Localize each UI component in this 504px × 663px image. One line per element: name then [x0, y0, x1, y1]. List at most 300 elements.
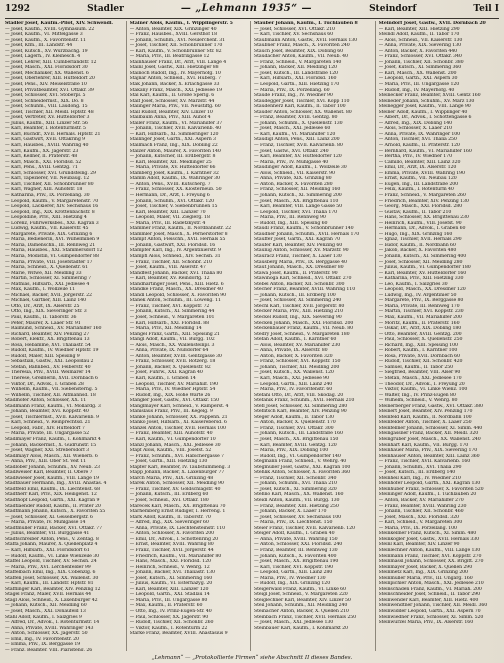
- directory-entry: Stallbaum Anna, Priv., XIII. Auhof 4: [129, 115, 211, 121]
- directory-entry: — Ludwig, Kaufm., VII. Kaiserstr. 45: [5, 226, 89, 232]
- directory-entry: — Franz, Beamter, XVIII. Währing 230: [378, 503, 467, 509]
- directory-entry: — Julius, Kaufm., VI. Gumpendorfer 180: [378, 265, 471, 271]
- directory-entry: — Johann, Bäckermst., X. Gudrunstr. 15: [5, 442, 97, 448]
- right-running-head: Steindorf: [369, 4, 417, 14]
- directory-entry: — Julius, Beamter, VII. Burggasse 41: [5, 531, 90, 537]
- directory-entry: — Leopoldine, Priv., XIII. Hietzing 4: [5, 215, 87, 221]
- directory-entry: Stagel Franz, Maler, XVII. Hernals 44: [5, 592, 91, 598]
- directory-entry: Stampfer Karl, Ing., IV. Argentinierstr. 9: [129, 248, 221, 254]
- directory-entry: — Ludwig, Ing., IV. Argentinier 50: [378, 292, 457, 298]
- directory-entry: — Leopold, Tischler, XV. Mariahilf. 190: [129, 381, 218, 387]
- left-running-head: Stadler: [87, 4, 124, 14]
- directory-entry: — Josef, Schlosser, XVI. Stöberpl. 5: [5, 93, 86, 99]
- directory-entry: — Leopold, Gärtn., XIII. Lainz 280: [254, 570, 333, 576]
- directory-entry: Stanglmayer Karl, Schneid., V. Ramperst. 4: [129, 403, 229, 409]
- directory-entry: — Max, Kaufm., VII. Mariahilfer 200: [378, 314, 462, 320]
- directory-entry: — Josef, Masch., XXI. Donaufeld 13: [5, 608, 86, 614]
- directory-entry: — Maria, Priv., IV. Wiedner 130: [254, 575, 326, 581]
- directory-entry: — Karl, Tischler, XVI. Koppstr. 190: [254, 564, 334, 570]
- directory-entry: — Karl, Beamter, VIII. Lange Gasse 50: [254, 204, 343, 210]
- directory-entry: Stapf Alois, Kaufm., VIII. Josefst. 52: [129, 448, 212, 454]
- directory-entry: Staudner Johann, Schuhm., XVII. Hernals 170: [254, 231, 360, 237]
- directory-entry: — Josef, Privatbeamter, XVI. Ottakr. 39: [5, 87, 94, 93]
- directory-entry: — Rosa, Hebamme, XVI. Thaliastr. 54: [5, 342, 91, 348]
- directory-entry: — Rudolf, Maler, XIII. Speising 9: [5, 353, 80, 359]
- directory-entry: Steinwidder Leopold, Gärtn., XXI. Aspern 70: [378, 608, 481, 614]
- directory-entry: — Isidor, Kaufm., II. Nordbahn 60: [378, 242, 456, 248]
- directory-entry: — Anton, Schlosser, XX. Jägerstr. 50: [5, 631, 88, 637]
- directory-entry: Stark Adolf, Kaufm., II. Taborstr. 70: [129, 514, 211, 520]
- directory-entry: — Maria, Damenschn., III. Rennweg 21: [5, 242, 96, 248]
- directory-entry: — Leopold, Ing., XIX. Krottenbachstr. 8: [5, 209, 95, 215]
- directory-entry: Stehlik Anton, Schlosser, X. Favoriten 360: [254, 470, 350, 476]
- directory-entry: — Johann, Bäcker, X. Laaer 170: [254, 509, 327, 515]
- directory-entry: Staffel Leopold, Tischler, XV. Sechsh. 24: [5, 559, 97, 565]
- column-1: [5, 21, 127, 651]
- directory-entry: Stalinger Maria, Priv., VII. Neustiftg. 60: [129, 104, 221, 110]
- directory-entry: — Viktor, Kaufm., I. Rotenturm 22: [129, 625, 208, 631]
- directory-entry: Stawa Josef, Kaufm., II. Praterstr. 90: [254, 270, 338, 276]
- directory-entry: — Josef, Tischler, V. Siebenbrunnen 15: [129, 204, 218, 210]
- directory-entry: — Franz, Schlosser, XVII. Rötzerg. 18: [129, 359, 216, 365]
- directory-entry: Standl Leopold, Schlosser, X. Favoriten 90: [129, 292, 227, 298]
- directory-entry: — Maria, Priv., IX. Porzellang. 100: [378, 525, 457, 531]
- directory-entry: — Maria, Schneid., X. Quellenstr. 61: [5, 265, 89, 271]
- directory-entry: Steidl Anton, Kaufm., VII. Burgg. 130: [254, 498, 340, 504]
- directory-entry: — Josef, Schlosser, XI. Geiselbergstr. 6: [5, 514, 93, 520]
- directory-entry: — Leopold, Maler, VII. Zieglerg. 18: [129, 215, 210, 221]
- directory-entry: Stahl Adolf, Kaufm., I. Salzgries 9: [5, 614, 82, 620]
- directory-entry: — Karl, Kellner, II. Praterstr. 48: [5, 154, 78, 160]
- directory-entry: — Josef, Kutsch., III. Erdberg 140: [378, 470, 456, 476]
- directory-entry: — Anton, Beamter, XVIII. Gentzgasse 30: [129, 353, 222, 359]
- directory-entry: — Franz, Tischler, XII. Schönbr. 340: [254, 475, 337, 481]
- directory-entry: Steinerberger Franz, Gastw., XVI. Ottakr. 380: [378, 403, 483, 409]
- directory-entry: Stampfl Alois, Schneid., XIV. Sechsh. 31: [129, 253, 221, 259]
- directory-entry: — Johann, Schuhm., X. Quellenstr. 130: [254, 120, 343, 126]
- directory-entry: — Josef, Tischlermst., XVII. Kalvarienb. 9: [5, 414, 99, 420]
- directory-entry: Steinheil Karl, Ing., IV. Wiedner 210: [378, 475, 461, 481]
- section-label: Teil I: [473, 4, 499, 14]
- directory-entry: — Karl, Beamter, XV. Reindorfg. 12: [129, 276, 210, 282]
- directory-entry: — Otto, Ing., XIX. Sieveringer Str. 3: [5, 309, 87, 315]
- directory-entry: — Max, Kaufm., I. Wollzeile 11: [5, 287, 75, 293]
- directory-entry: Steinhauser Anton, Beamter, XIII. Lainz 360: [378, 453, 480, 459]
- directory-entry: — Johann, Tischler, XII. Schönbr. 460: [378, 509, 464, 515]
- directory-entry: — Alois, Schlosser, X. Laaer 210: [378, 126, 453, 132]
- directory-entry: — Josef, Kaufm., X. Favoritenstr. 11: [5, 37, 86, 43]
- directory-entry: — Anna, Private, XVIII. Währing 150: [254, 536, 338, 542]
- directory-entry: — Franz, Schlosser, XVI. Ottakr. 340: [378, 54, 462, 60]
- directory-entry: — Maria, Priv., III. Ungargasse 120: [378, 82, 460, 88]
- directory-entry: Staněk Anton, Schuhm., III. Löweng. 11: [129, 298, 221, 304]
- directory-entry: — Karl, Gastwirt, XVII. Ottakring 9: [5, 137, 86, 143]
- directory-entry: — Alois, Schneid., VII. Kaiserstr. 90: [254, 170, 335, 176]
- directory-entry: — Rudolf, Ing., XIX. Hohe Warte 26: [129, 392, 211, 398]
- directory-entry: Staubmann Anton, Gastw., XVII. Hernals 130: [254, 37, 358, 43]
- directory-entry: — Karl, Hilfsarb., XXI. Floridsd. 88: [129, 320, 209, 326]
- directory-entry: — Josef, Tischler, XII. Schönbrunner 170: [129, 43, 223, 49]
- directory-entry: — Heinrich, Kaufm., VIII. Josefst. 90: [378, 220, 462, 226]
- directory-entry: Steigl Josef, Schneid., V. Margareten 220: [254, 592, 348, 598]
- directory-entry: Steinhart Karl, Kaufm., VII. Burgg. 170: [378, 442, 469, 448]
- directory-entry: — Johann, Tischler, XII. Schönbr. 380: [378, 59, 464, 65]
- directory-entry: — Franz, Tischler, XVI. Ottakr. 300: [254, 425, 334, 431]
- directory-entry: — Hugo, Ing., XIX. Grinzing 160: [378, 231, 453, 237]
- directory-entry: — Raimund, Schneid., XV. Mariahilfer 160: [5, 326, 102, 332]
- page-number: 1292: [5, 4, 31, 14]
- directory-entry: — Josef, Lehrer, XIII. Cumberlandstr. 12: [5, 59, 97, 65]
- directory-entry: Steingassner Franz, Bäcker, XII. Meidl. 320: [378, 431, 479, 437]
- directory-entry: — Karl, Beamter, XIII. Lainzer 120: [129, 586, 209, 592]
- directory-entry: — Katharina, Priv., IX. Porzellang. 30: [5, 192, 90, 198]
- directory-entry: — Johann, Schuhm., XVI. Thalia 290: [378, 464, 462, 470]
- directory-entry: — Josef, Masch., XXI. Jedlesee 130: [254, 620, 334, 626]
- directory-entry: — Anton, Tischler, XVI. Thalia 250: [378, 137, 457, 143]
- directory-entry: Stainoch Rudolf, Ing., IV. Mayerhofg. 10: [129, 70, 221, 76]
- directory-entry: — Franz, Schneid., V. Margareten 140: [254, 59, 342, 65]
- directory-entry: Standke Franz, Masch., XX. Dresdner 40: [129, 287, 223, 293]
- directory-entry: Steinmetz Karl, Ing., XIX. Grinzing 200: [378, 570, 468, 576]
- directory-entry: Staffen Josef, Schlosser, XX. Wallenst. 30: [5, 575, 99, 581]
- directory-entry: Staufer Karl, Beamter, XIV. Penzing 60: [254, 242, 343, 248]
- directory-entry: Steindorf Josef, Gastw., XVII. Dornbach 20: [378, 21, 486, 26]
- directory-entry: — Rudolf, Kaufm., VI. Linke Wienzeile 30: [5, 553, 100, 559]
- directory-entry: — Josef, Schlosser, XI. Simmering 240: [254, 298, 342, 304]
- directory-entry: — Josef, Lagerh., IV. Kleinesch. 4: [5, 54, 81, 60]
- directory-entry: — Gustav, Kaufm., II. Tabor 210: [378, 209, 452, 215]
- directory-entry: — Robert, Elektr., XX. Brigittenau 13: [5, 337, 90, 343]
- directory-entry: Steinhofer Leopold, Gärtn., XXI. Kagran 130: [378, 481, 481, 487]
- directory-entry: — Josef, Masch., XX. Brigittenau 190: [254, 559, 339, 565]
- directory-entry: — Anton, Schlosser, XXI. Floridsd. 240: [254, 542, 343, 548]
- directory-entry: Stalf Josef, Schlosser, XV. Märzstr. 44: [129, 98, 215, 104]
- directory-entry: — Paul, Schlosser, XX. Jägerstr. 90: [129, 614, 209, 620]
- directory-entry: Stajnar Anton, Schneid., XVI. Huberg. 7: [129, 76, 221, 82]
- directory-entry: — Anton, Bäcker, X. Favoriten 440: [378, 48, 458, 54]
- directory-entry: — Hans, Masch., XXI. Floridsd. 120: [129, 559, 211, 565]
- directory-entry: Staudl Franz, Kaufm., V. Schönbrunner 140: [254, 226, 354, 232]
- directory-entry: Steger Adolf, Kaufm., II. Tabor 130: [254, 414, 334, 420]
- directory-entry: — Richard, Ing., XIII. Speising 100: [378, 342, 458, 348]
- directory-entry: — Josef, Schlosser, XVI. Ottakr. 210: [254, 26, 335, 32]
- directory-entry: — Sebastian, Gastw., XXI. Leopoldau 2: [5, 359, 94, 365]
- directory-entry: — Franz, Tischler, XVI. Koppstr. 72: [129, 303, 210, 309]
- directory-entry: — Maria, Private, III. Ungargasse 52: [5, 431, 90, 437]
- directory-entry: — Josef, Wagner, XXI. Strebersdorf 3: [5, 448, 90, 454]
- directory-entry: — Maria, Priv., III. Beatrixgasse 12: [129, 54, 210, 60]
- directory-entry: Stawinoga Karl, Schneid., XVI. Ottakr. 270: [254, 276, 352, 282]
- directory-entry: — Maria, Priv., IX. Liechtenst. 150: [254, 520, 333, 526]
- directory-entry: — Anton, Schlosser, X. Favoriten 200: [129, 531, 215, 537]
- directory-entry: Stadtbauer Hermann, Ing., XVIII. Anastas. 4: [5, 481, 107, 487]
- directory-entry: — Franz, Schlosser, XX. Klosterneub. 50: [129, 187, 222, 193]
- directory-entry: — Alfred, Ing., XIX. Sieveringer 60: [129, 520, 209, 526]
- directory-entry: — Franz, Beamter, XVIII. Gentzg. 80: [254, 115, 338, 121]
- directory-entry: — Jakob, Bäcker, X. Favoriten 480: [378, 248, 457, 254]
- directory-entry: — Karl, Schneid., V. Reinprechtsd. 21: [5, 420, 91, 426]
- directory-entry: Steingruber Josef, Masch., XX. Wallenst. 240: [378, 437, 481, 443]
- directory-entry: Steinfelder Anton, Tischler, X. Laaer 250: [378, 420, 472, 426]
- directory-entry: — Karl, Kaufm., I. Graben 14: [129, 376, 196, 381]
- directory-entry: — Friedrich, Kaufm., VII. Mariahilfer 80: [129, 553, 222, 559]
- directory-entry: Steineder Johann, Schuhm., XV. März 130: [378, 98, 475, 104]
- directory-entry: — Johann, Kutsch., XII. Meidling 60: [5, 603, 87, 609]
- directory-entry: — Josef, Vertreter, XV. Hütteldorfer 3: [5, 115, 90, 121]
- directory-entry: Steiner Adolf, Kaufm., I. Wipplinger 40: [378, 109, 468, 115]
- column-2: [130, 21, 252, 651]
- directory-entry: — Josef, Fuhrw., XXI. Kagran 40: [129, 370, 203, 376]
- directory-entry: — Karl, Beamter, XV. Hütteldorfer 120: [254, 154, 342, 160]
- directory-entry: Stegmüller Josef, Gastw., XXI. Kagran 100: [254, 464, 351, 470]
- directory-entry: — Maria, Modistin, VI. Gumpendorfer 88: [5, 253, 99, 259]
- directory-entry: — Franz, Tischler, XVII. Kalvarienb. 160: [378, 459, 471, 465]
- directory-entry: Stauffer Josef, Gärtn., XXI. Kagran 70: [254, 237, 340, 243]
- directory-entry: Stauch Josef, Beamter, XIX. Döbling 60: [254, 48, 344, 54]
- directory-entry: — Mathias, Hilfsarb., XXI. Jedlesee 4: [5, 281, 90, 287]
- directory-entry: — Josef, Kutsch., XX. Wallenst. 120: [254, 370, 334, 376]
- directory-entry: — Johann, Tischler, XII. Meidling 200: [254, 364, 340, 370]
- directory-entry: — Josef, Gärtn., XIII. Hietzing 130: [129, 459, 208, 465]
- directory-entry: — Heinrich, Schneid., V. Wehrg. 12: [129, 564, 210, 570]
- directory-entry: Steinhauer Maria, Priv., XIX. Sievering 170: [378, 448, 478, 454]
- directory-entry: Steinecker Franz, Beamter, XVIII. Gentz 160: [378, 93, 481, 99]
- directory-entry: — Josef, Schlosser, XV. Sechshaus 100: [254, 514, 341, 520]
- directory-entry: — Karl, Hilfsarb., XXI. Floridsdorf 61: [5, 547, 90, 553]
- directory-entry: Stareček Karl, Masch., XX. Brigittenau 70: [129, 503, 226, 509]
- directory-entry: — Rosa, Private, XVII. Dornbach 60: [378, 353, 460, 359]
- directory-entry: Steinhuber Franz, Schlosser, X. Favoriten 520: [378, 486, 484, 492]
- directory-entry: — Franz, Hausbes., XVIII. Gersthof 18: [129, 32, 218, 38]
- directory-entry: Steckel Rudolf, Ing., XIX. Sievering 90: [254, 314, 342, 320]
- directory-entry: Stammler Josef, Masch., X. Pernerstorfer 8: [129, 231, 228, 237]
- directory-entry: — Franz, Beamter, XIII. Auhofstr. 40: [129, 431, 213, 437]
- directory-entry: Stallmach Franz, Ing., XIX. Döbling 22: [129, 143, 218, 149]
- directory-entry: Steckenbauer Franz, Kaufm., VII. Neub. 80: [254, 326, 353, 332]
- directory-entry: — Anna, Private, XVIII. Währinger 143: [5, 625, 94, 631]
- directory-entry: — Eugen, Ing., III. Landstraße 200: [378, 181, 458, 187]
- directory-entry: Stagl Alois, Schneid., X. Laxenburger 42: [5, 597, 98, 603]
- directory-entry: — Rudolf, Ing., XIII. Speising 60: [254, 220, 328, 226]
- directory-entry: — Viktor, Kaufm., VI. Linke Wienz. 100: [378, 387, 468, 393]
- directory-entry: — Anton, Pens., XVIII. Kutscherg. 7: [129, 181, 211, 187]
- directory-entry: — Oskar, Dr., Arzt, XIX. Döbling 180: [378, 326, 462, 332]
- directory-entry: — Josef, Masch., XXI. Floridsdorf 30: [5, 65, 88, 71]
- directory-entry: Steinwurzel Maria, Priv., IX. Alserstr. 160: [378, 620, 474, 626]
- page-footer: „Lehmann“ — „Protokollierte Firmen“ siehe Abschnitt II dieses Bandes.: [151, 655, 353, 661]
- directory-entry: Steindl Adolf, Kaufm., II. Tabor 170: [378, 32, 460, 38]
- directory-entry: — Emil, Dr., Advok., I. Schottenring 20: [129, 536, 219, 542]
- directory-entry: — Franz, Tischler, XV. Goldschlagstr. 40: [129, 486, 221, 492]
- directory-entry: — Alois, Masch., XX. Wallensteinpl. 3: [129, 342, 215, 348]
- directory-entry: — Johann, Kutsch., XI. Simmering 44: [129, 309, 215, 315]
- directory-entry: Stadtschreiber Anton, Pens., V. Zentag. 8: [5, 536, 99, 542]
- directory-entry: — Franz, Tischler, XVII. Kalvarienb. 80: [254, 143, 343, 149]
- directory-entry: Steinbauer Karl, Kaufm., I. Kohlmarkt 20: [254, 625, 348, 631]
- directory-entry: Staubner Franz, Masch., X. Favoriten 240: [254, 43, 350, 49]
- directory-entry: — Franz, Schlosser, XII. Meidling 160: [254, 187, 341, 193]
- directory-entry: — Anna, Private, XIX. Grinzing 80: [254, 176, 332, 182]
- directory-entry: — Wilhelm, Tischler, XII. Altmannsd. 18: [5, 392, 96, 398]
- directory-entry: Steininger Adolf, Kaufm., I. Tuchlauben 20: [378, 492, 477, 498]
- directory-entry: — Maria, Priv., III. Rennweg 90: [254, 215, 326, 221]
- directory-entry: — Rudolf, Ing., IV. Mayerhofg. 40: [378, 87, 455, 93]
- directory-entry: Steigerwald Franz, Kaufm., VI. Linke 60: [254, 586, 346, 592]
- directory-entry: — Katharina, Priv., XIII. Hietzing 330: [378, 276, 464, 282]
- directory-entry: — Max, Kaufm., II. Praterstr. 60: [129, 603, 203, 609]
- directory-entry: — Josef, Kutsch., XI. Simmering 160: [129, 575, 213, 581]
- column-4: [379, 21, 500, 651]
- directory-entry: Steflitsch Karl, Beamter, XIV. Penzing 90: [254, 409, 347, 415]
- directory-entry: Steil Johann, Schuhm., XII. Meidling 240: [254, 603, 348, 609]
- directory-entry: — Ignaz, Tischler, XVII. Hernals 290: [378, 237, 462, 243]
- directory-entry: — Maria, Priv., III. Ungargasse 80: [129, 597, 208, 603]
- directory-entry: — Rudolf, Tischler, XII. Schönbr. 260: [129, 620, 214, 626]
- directory-entry: Steinkogler Josef, Gastw., XVII. Hernals 330: [378, 536, 480, 542]
- directory-entry: Stainer Alois, Kaufm., I. Wipplingerstr. 5: [129, 21, 233, 26]
- directory-entry: — Emil, Ing., IV. Favoritenstr. 20: [5, 636, 79, 642]
- directory-entry: — Josef, Kaufm., VI. Mittelgasse 3: [5, 32, 83, 38]
- directory-entry: — Viktor, Dr., Advok., I. Graben 28: [5, 381, 84, 387]
- directory-entry: Stapp Johann, Bäcker, X. Laxenburger 77: [129, 470, 225, 476]
- directory-entry: — Franz, Beamter, III. Rennweg 130: [254, 547, 338, 553]
- directory-entry: — Anna, Private, XIX. Sievering 130: [378, 43, 461, 49]
- directory-entry: — Therese, Greißlerin, XVII. Dornbach 6: [5, 376, 98, 381]
- directory-entry: Staller Franz, Kaufm., VI. Mariahilfer 37: [129, 120, 223, 126]
- directory-entry: — Johann, Kutsch., XI. Simmering 200: [254, 192, 342, 198]
- directory-entry: — Maria, Priv., IV. Mühlgasse 40: [254, 159, 329, 165]
- directory-entry: — Josef, Kutsch., XI. Simmering 360: [378, 65, 462, 71]
- directory-entry: Staudacher Anton, Kaufm., VII. Neub. 40: [254, 54, 348, 60]
- directory-entry: — Johann, Kutscher, III. Erdbergstr. 8: [129, 154, 216, 160]
- directory-entry: Stadtlaender Rudolf, Kaufm., II. Prater 20: [5, 503, 101, 509]
- directory-entry: — Karl, Tischler, XII. Schönbrunner 80: [5, 181, 94, 187]
- directory-entry: — Leopold, Gärtn., XXI. Stadlau 14: [129, 592, 210, 598]
- directory-entry: Steinbach Franz, Tischler, XVII. Hernals 250: [254, 614, 356, 620]
- directory-entry: — Hermann, Dr., Arzt, I. Freyung 6: [129, 192, 210, 198]
- directory-entry: Stauder Anton, Schlosser, XX. Wallenst. 80: [254, 109, 352, 115]
- directory-entry: — Franz, Beamter, VIII. Piaristeng. 26: [5, 647, 93, 651]
- directory-entry: — Franz, Schlosser, XVI. Koppstr. 150: [254, 359, 341, 365]
- directory-entry: Steinfellner Johann, Schlosser, XI. Simm. 440: [378, 425, 483, 431]
- directory-entry: — Richard, Beamter, XIV. Penzing 27: [5, 331, 90, 337]
- directory-entry: Steinert Josef, Beamter, XIV. Penzing 170: [378, 409, 473, 415]
- directory-entry: — Johann, Kutsch., III. Erdberg 100: [254, 292, 336, 298]
- directory-entry: — Anton, Beamter, XIX. Grinzinger 40: [129, 26, 217, 32]
- directory-entry: — Karl, Beamter, XIII. Lainzer 70: [129, 209, 206, 215]
- directory-entry: — Karl, Kaufm., III. Landstr. Hptstr. 81: [5, 581, 94, 587]
- directory-entry: — Anna, Priv., XIII. Ober St. Veit 11: [5, 459, 86, 465]
- directory-entry: — Leopold, Gärtn., XIII. Hietzing 170: [254, 82, 340, 88]
- directory-entry: Staunig Anton, Schlosser, XV. Märzstr. 90: [254, 248, 349, 254]
- directory-entry: — Anton, Bäcker, X. Favoriten 320: [254, 353, 333, 359]
- directory-entry: — Franz, Schneid., V. Margareten 260: [378, 192, 466, 198]
- directory-entry: Stehno Karl, Masch., XX. Wallenst. 160: [254, 492, 344, 498]
- directory-entry: — Josef, Masch., XXI. Jedlesee 60: [254, 126, 331, 132]
- directory-entry: — Alois, Schneid., VII. Kaiserstr. 130: [378, 37, 463, 43]
- directory-entry: Stadlhofer Anton, Schlosser, XX. 11: [5, 398, 87, 404]
- directory-entry: Steinlechner Anton, Kaufm., VIII. Lange 130: [378, 547, 481, 553]
- directory-entry: — Karl, Kaufm., V. Schönbrunner Str. 82: [129, 48, 222, 54]
- directory-entry: — Julius, Kaufm., XIII. Linzer Str. 56: [5, 120, 88, 126]
- directory-entry: Stedry Josef, Schneid., V. Margareten 180: [254, 331, 350, 337]
- directory-entry: — Leopold, Masch., XX. Dresdner 120: [378, 287, 466, 293]
- directory-entry: Steinwender Karl, Beamter, XIII. Hietz. 400: [378, 597, 479, 603]
- directory-entry: — Josef, Kaufm., VIII. Alserstr. 47: [129, 265, 206, 271]
- directory-entry: Stampf Anton, Fleischh., XVII. Hernals 55: [129, 237, 226, 243]
- directory-entry: Stadthopf Leopold, Gärtn., XXI. Kagran 9: [5, 498, 100, 504]
- directory-entry: Stefan Adolf, Kaufm., I. Kärntner 60: [254, 337, 337, 343]
- publication-title: — „Lehmann 1935“ —: [180, 3, 312, 14]
- directory-entry: Steinfeld Karl, Kaufm., II. Nordbahn 100: [378, 414, 472, 420]
- directory-entry: — Maria, Priv., IV. Favoritenstr. 60: [254, 387, 333, 393]
- directory-entry: — Josef, Kutsch., XV. Wurzbachg. 19: [5, 48, 88, 54]
- directory-entry: Steinl Karl, Beamter, XIV. Linzer 90: [378, 542, 460, 548]
- directory-entry: Starke Franz, Beamter, XVIII. Anastasius 9: [129, 631, 228, 637]
- directory-entry: — Johann, Schuhm., XVI. Neulerchenf. 31: [129, 37, 226, 43]
- directory-entry: Stadlmann Franz, Kaufm., VI. Mollardg. 3: [5, 403, 101, 409]
- directory-entry: — Anton, Bäcker, X. Quellenstr. 170: [254, 420, 336, 426]
- directory-entry: — Siegfried, Beamter, VIII. Alser 90: [378, 370, 461, 376]
- directory-entry: — Johann, Kutsch., X. Favoriten 400: [254, 553, 337, 559]
- directory-entry: Stegmann Franz, Schneid., V. Wehrg. 40: [254, 459, 347, 465]
- directory-entry: — Franz, Tischler, XVII. Jörgerstr. 44: [129, 547, 214, 553]
- directory-entry: — Maria, Priv., XII. Meidling 14: [129, 326, 202, 332]
- directory-entry: — Otto, Dr., Arzt, IX. Alserstr. 25: [5, 303, 80, 309]
- directory-entry: Stadtherr Karl, Priv., XIX. Heiligenst. 12: [5, 492, 97, 498]
- directory-entry: Stefl Josef, Schlosser, XI. Simmering 280: [254, 403, 348, 409]
- directory-entry: Steinmüller Maria, Priv., III. Ungarg. 160: [378, 575, 473, 581]
- directory-entry: — Karl, Hilfsarb., XXI. Floridsd. 160: [254, 76, 337, 82]
- directory-entry: — Josef, Schuhm., VIII. Laudong. 15: [5, 104, 88, 110]
- directory-entry: — Johann, Schuhm., XVI. Ottakr. 120: [129, 198, 214, 204]
- directory-entry: Steinmann Franz, Tischler, XVI. Koppstr. 270: [378, 553, 482, 559]
- directory-entry: — Johann, Schuhm., XVI. Thalia 210: [254, 481, 337, 487]
- directory-entry: Stainl Josef, Gastw., XIII. Hietzinger 88: [129, 65, 219, 71]
- directory-entry: Steinpichler Anton, Masch., XXI. Jedlesee 210: [378, 581, 484, 587]
- directory-entry: Stamberg Josef, Kaufm., I. Kärntner 32: [129, 170, 219, 176]
- directory-entry: Stangl Adolf, Kaufm., VII. Burgg. 102: [129, 337, 215, 343]
- directory-entry: Staudinger Adolf, Kaufm., I. Wollzeile 30: [254, 165, 347, 171]
- directory-entry: — Karl, Beamter, I. Rotenturmstr. 5: [5, 126, 86, 132]
- directory-entry: — Alfred, Dr., Advok., I. Rotenturmstr. 14: [5, 620, 100, 626]
- directory-entry: Stauber Johann, Kaufm., I. Tuchlauben 8: [254, 21, 358, 26]
- directory-entry: — Josef, Masch., XXI. Floridsd. 320: [378, 514, 459, 520]
- directory-entry: — Leopold, Fabr., XIV. Hütteldorf 7: [5, 425, 85, 431]
- directory-entry: — Friedrich, Beamter, XIV. Penzing 130: [378, 198, 469, 204]
- directory-entry: Stall Rudolf, Beamter, XIV. Linzer 10: [129, 109, 213, 115]
- directory-entry: Staudenherz Karl, Kaufm., II. Tabor 100: [254, 104, 346, 110]
- directory-entry: — Johann, Kutsch., III. Landstraße 160: [254, 431, 343, 437]
- directory-entry: Stadtfeld Emil, Kaufm., IX. Liechtenst. 68: [5, 486, 100, 492]
- directory-entry: — Maria, Private, III. Rennweg 170: [378, 303, 460, 309]
- directory-entry: Steinegger Josef, Kaufm., VIII. Lange 90: [378, 104, 471, 110]
- directory-entry: — Maria, Priv., III. Radetzkystr. 4: [129, 220, 206, 226]
- directory-entry: — Karl, Hilfsarb., XI. Simmeringer 120: [129, 131, 219, 137]
- directory-entry: — Johann, Tischler, XVII. Kalvarienb. 40: [129, 126, 221, 132]
- directory-entry: — Anna, Private, IX. Alserstr. 80: [254, 348, 328, 354]
- directory-entry: Staffa Johann, Maurer, X. Quellenplatz 4: [5, 542, 98, 548]
- directory-entry: — Anna, Private, IX. Liechtensteinstr. 110: [129, 525, 226, 531]
- directory-entry: — Karl, Beamter, XV. Hütteldorfer 160: [378, 270, 467, 276]
- directory-entry: Stadtmüller Franz, Bäcker, XVI. Ottakr. 77: [5, 525, 102, 531]
- directory-entry: — Wilhelm, Schneid., V. Wehrg. 80: [378, 398, 458, 404]
- directory-entry: Stecher Franz, Beamter, XVIII. Währing 110: [254, 287, 356, 293]
- directory-entry: — Otto, Ing., IV. Prinz-Eugen-Str. 40: [129, 608, 212, 614]
- directory-entry: — Stefan, Masch., XXI. Jedlesee 170: [378, 376, 462, 381]
- directory-entry: Steier Franz, Tischler, XVII. Kalvarienb. 120: [254, 525, 355, 531]
- directory-entry: Stakany Franz, Masch., XXI. Jedlesee 19: [129, 87, 222, 93]
